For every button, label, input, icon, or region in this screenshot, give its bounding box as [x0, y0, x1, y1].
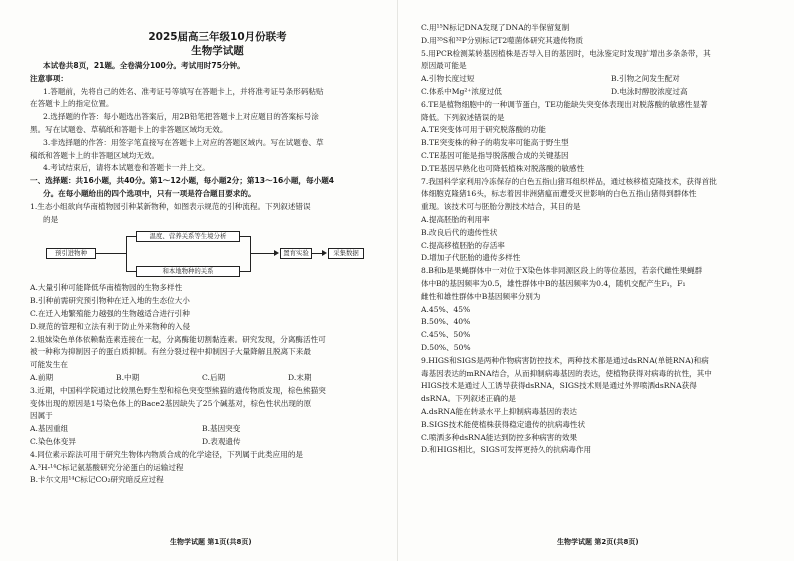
question-stem: 2.姐妹染色单体依赖黏连素连接在一起，分离酶能切割黏连素。研究发现，分离酶活性可	[30, 334, 326, 344]
options-row	[421, 73, 768, 86]
question-stem: 体中B的基因频率为0.5，雄性群体中B的基因频率为0.4，随机交配产生F₁，F₁	[421, 278, 686, 288]
question-stem: 降低。下列叙述错误的是	[421, 112, 505, 122]
notice-line: 3.非选择题的作答：用签字笔直接写在答题卡上对应的答题区域内。写在试题卷、草	[43, 137, 324, 147]
notice-line: 4.考试结束后，请将本试题卷和答题卡一并上交。	[43, 163, 210, 173]
question-stem: 因属于	[30, 411, 53, 421]
option-c: C.后期	[202, 372, 226, 382]
option-d: D.表观遗传	[202, 436, 241, 446]
arrow-icon	[274, 250, 279, 256]
question-stem: 6.TE是植物细胞中的一种调节蛋白，TE功能缺失突变体表现出对脱落酸的敏感性显著	[421, 99, 708, 109]
question-7	[421, 176, 768, 266]
question-4-continued	[421, 22, 768, 48]
option-b: B.改良后代的遗传性状	[421, 227, 498, 237]
option-d: D.50%、50%	[421, 342, 471, 352]
exam-intro: 本试卷共8页，21题。全卷满分100分。考试用时75分钟。	[43, 61, 245, 70]
option-d: D.末期	[288, 372, 312, 382]
section-heading-cont: 分。在每小题给出的四个选项中，只有一项是符合题目要求的。	[43, 188, 256, 198]
connector	[240, 271, 250, 272]
question-2	[30, 334, 383, 385]
connector	[250, 253, 276, 254]
option-b: B.引物之间发生配对	[611, 74, 680, 84]
option-c: C.在迁入地繁殖能力越强的生物越适合进行引种	[30, 308, 190, 318]
option-c: C.喷洒多种dsRNA能达到防控多种病害的效果	[421, 432, 578, 442]
question-8	[421, 265, 768, 355]
notice-line: 1.答题前，先将自己的姓名、准考证号等填写在答题卡上，并将准考证号条形码粘贴	[43, 86, 324, 96]
option-c: C.提高移植胚胎的存活率	[421, 240, 505, 250]
question-4	[30, 449, 383, 487]
option-c: C.用¹⁵N标记DNA发现了DNA的半保留复制	[421, 23, 570, 32]
connector	[126, 236, 136, 237]
option-d: D.用³⁵S和³²P分别标记T2噬菌体研究其遗传物质	[421, 35, 584, 45]
option-d: D.增加子代胚胎的遗传多样性	[421, 253, 521, 263]
option-a: A.45%、45%	[421, 304, 471, 314]
exam-subtitle: 生物学试题	[191, 45, 244, 57]
notice-line: 稿纸和答题卡上的非答题区域均无效。	[30, 150, 160, 160]
option-b: B.卡尔文用¹⁴C标记CO₂研究暗反应过程	[30, 475, 164, 485]
option-d: D.电泳时醇胶浓度过高	[611, 86, 688, 96]
options-row	[30, 423, 383, 436]
option-a: A.³H-¹⁴C标记氨基酸研究分泌蛋白的运输过程	[30, 462, 184, 472]
option-b: B.SIGS技术能使植株获得稳定遗传的抗病毒性状	[421, 419, 586, 429]
question-5	[421, 48, 768, 99]
question-stem: 3.近期，中国科学院通过比较黑色野生型和棕色突变型熊猫的遗传物质发现，棕色熊猫突	[30, 385, 326, 395]
exam-title: 2025届高三年级10月份联考	[148, 31, 287, 43]
question-stem: 1.生态小组欲向华南植物园引种某新物种，如图表示规范的引种流程。下列叙述错误	[30, 201, 311, 211]
option-a: A.TE突变体可用于研究脱落酸的功能	[421, 125, 546, 135]
question-stem: 雌性和雄性群体中B基因频率分别为	[421, 291, 541, 301]
notice-line: 黑。写在试题卷、草稿纸和答题卡上的非答题区域均无效。	[30, 124, 228, 134]
option-a: A.大量引种可能降低华南植物园的生物多样性	[30, 283, 183, 293]
option-b: B.中期	[116, 372, 140, 382]
option-c: C.染色体变异	[30, 436, 76, 446]
question-stem: 可能发生在	[30, 360, 68, 370]
option-b: B.50%、40%	[421, 317, 471, 327]
question-stem: 原因最可能是	[421, 61, 467, 71]
question-stem: 被一种称为抑制因子的蛋白质抑制。有丝分裂过程中抑制因子大量降解且脱离下来最	[30, 347, 311, 357]
section-heading: 一、选择题：共16小题，共40分。第1～12小题，每小题2分；第13～16小题，每小题4	[30, 176, 335, 186]
diagram-box-experiment: 置育实验	[280, 248, 312, 259]
question-stem: HIGS技术是通过人工诱导获得dsRNA，SIGS技术则是通过外界喷洒dsRNA获得	[421, 381, 697, 391]
connector	[96, 253, 126, 254]
options-row	[30, 372, 383, 385]
question-3	[30, 385, 383, 449]
option-d: D.规范的管理和立法有利于防止外来物种的入侵	[30, 321, 191, 331]
question-stem: 变体出现的原因是1号染色体上的Bace2基因缺失了25个碱基对，棕色性状出现的原	[30, 398, 312, 408]
connector	[240, 236, 250, 237]
page-footer: 生物学试题 第2页(共8页)	[557, 538, 639, 546]
option-b: B.TE突变株的种子的萌发率可能高于野生型	[421, 138, 569, 148]
option-a: A.前期	[30, 372, 54, 382]
question-stem: 体细胞克隆猪16头，标志着因非洲猪瘟而遭受灭世影响的白色五指山猪得到群体性	[421, 189, 697, 199]
option-b: B.引种前需研究预引物种在迁入地的生态位大小	[30, 296, 190, 306]
page-footer: 生物学试题 第1页(共8页)	[170, 538, 252, 546]
option-d: D.和HIGS相比，SIGS可发挥更持久的抗病毒作用	[421, 445, 592, 455]
question-stem: 8.B和b是果蝇群体中一对位于X染色体非同源区段上的等位基因，若亲代雌性果蝇群	[421, 266, 703, 276]
option-c: C.45%、50%	[421, 330, 471, 340]
question-stem: 的是	[43, 214, 59, 224]
option-a: A.提高胚胎的利用率	[421, 214, 490, 224]
option-a: A.基因重组	[30, 424, 69, 434]
arrow-icon	[322, 250, 327, 256]
question-stem: 7.我国科学家利用冷冻保存的白色五指山猪耳组织样品，通过核移植克隆技术，获得首批	[421, 176, 717, 186]
option-d: D.TE基因早熟化也可降低植株对脱落酸的敏感性	[421, 163, 585, 173]
question-9	[421, 355, 768, 457]
connector	[126, 271, 136, 272]
question-stem: 4.同位素示踪法可用于研究生物体内物质合成的化学途径，下列属于此类应用的是	[30, 449, 304, 459]
notice-line: 在答题卡上的指定位置。	[30, 99, 114, 109]
question-stem: 5.用PCR检测某转基因植株是否导入目的基因时，电泳鉴定时发现扩增出多条条带，其	[421, 48, 711, 58]
option-b: B.基因突变	[202, 424, 241, 434]
question-stem: 重现。该技术可与胚胎分割技术结合，其目的是	[421, 202, 581, 212]
connector	[250, 236, 251, 272]
question-1	[30, 201, 383, 334]
notice-line: 2.选择题的作答：每小题选出答案后，用2B铅笔把答题卡上对应题目的答案标号涂	[43, 112, 319, 122]
option-c: C.体系中Mg²⁺浓度过低	[421, 86, 502, 96]
question-stem: 毒基因表达的mRNA结合，从而抑制病毒基因的表达，使植物获得对病毒的抗性，其中	[421, 368, 712, 378]
question-stem: 9.HIGS和SIGS是两种作物病害防控技术，两种技术都是通过dsRNA(单链RNA)和病	[421, 355, 709, 365]
option-a: A.引物长度过短	[421, 74, 475, 84]
diagram-box-start: 预引进物种	[46, 248, 96, 259]
options-row	[30, 436, 383, 449]
options-row	[421, 86, 768, 99]
question-6	[421, 99, 768, 176]
diagram-box-relation: 和本地物种的关系	[136, 266, 240, 277]
notice-heading: 注意事项：	[30, 73, 68, 83]
option-a: A.dsRNA能在转录水平上抑制病毒基因的表达	[421, 406, 577, 416]
connector	[126, 236, 127, 272]
diagram-box-habitat: 温度、营养关系等生境分析	[136, 231, 240, 242]
page-2	[397, 0, 794, 561]
diagram-box-data: 采集数据	[328, 248, 364, 259]
question-stem: dsRNA。下列叙述正确的是	[421, 394, 516, 404]
introduction-flow-diagram	[46, 228, 383, 280]
option-c: C.TE基因可能是指导脱落酸合成的关键基因	[421, 150, 569, 160]
